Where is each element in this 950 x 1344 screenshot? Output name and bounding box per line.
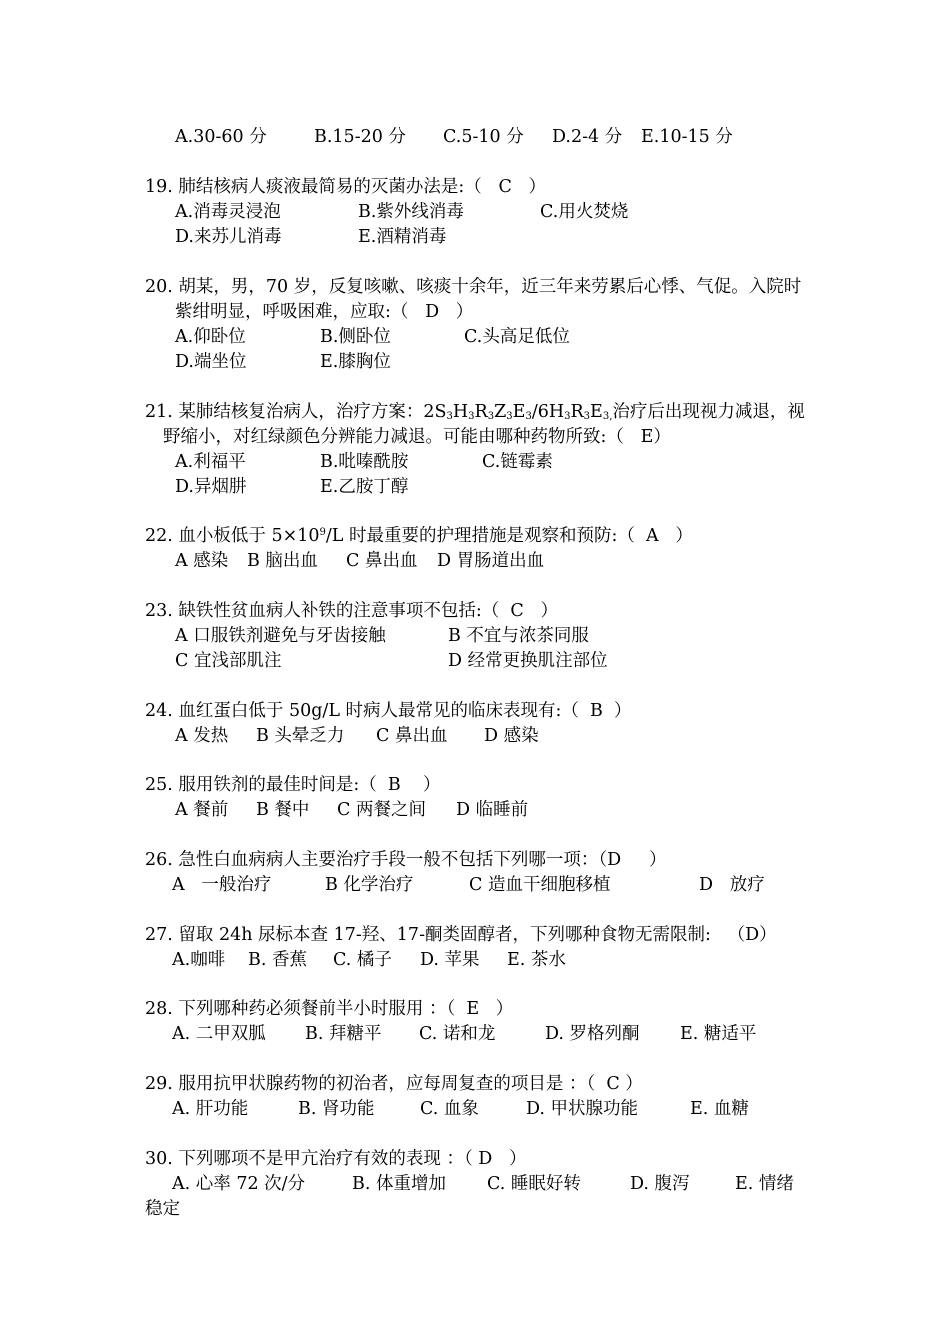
q21-option-e: E.乙胺丁醇 (320, 477, 409, 497)
q22-option-d: D 胃肠道出血 (437, 551, 545, 571)
q20-option-e: E.膝胸位 (320, 352, 391, 372)
q28-option-a: A. 二甲双胍 (172, 1024, 266, 1044)
q25-option-a: A 餐前 (175, 800, 229, 820)
q29-question: 29. 服用抗甲状腺药物的初治者，应每周复查的项目是 ：（ C ） (145, 1074, 643, 1094)
q19-option-d: D.来苏儿消毒 (175, 227, 282, 247)
q27-question: 27. 留取 24h 尿标本查 17-羟、17-酮类固醇者，下列哪种食物无需限制: （D） (145, 925, 777, 945)
q26-option-b: B 化学治疗 (325, 875, 414, 895)
q24-question: 24. 血红蛋白低于 50g/L 时病人最常见的临床表现有:（ B ） (145, 701, 632, 721)
q30-option-c: C. 睡眠好转 (487, 1174, 581, 1194)
q22-option-a: A 感染 (175, 551, 229, 571)
q29-option-a: A. 肝功能 (172, 1099, 249, 1119)
q19-option-a: A.消毒灵浸泡 (175, 202, 281, 222)
q23-option-a: A 口服铁剂避免与牙齿接触 (175, 626, 386, 646)
q20-question-line2: 紫绀明显，呼吸困难，应取:（ D ） (175, 302, 474, 322)
q18-option-a: A.30-60 分 (175, 127, 267, 147)
q23-option-c: C 宜浅部肌注 (175, 651, 282, 671)
q19-option-c: C.用火焚烧 (540, 202, 629, 222)
q24-option-b: B 头晕乏力 (256, 726, 345, 746)
q30-option-d: D. 腹泻 (630, 1174, 690, 1194)
q30-option-a: A. 心率 72 次/分 (172, 1174, 306, 1194)
q22-option-c: C 鼻出血 (346, 551, 418, 571)
q27-option-c: C. 橘子 (333, 950, 392, 970)
q27-option-b: B. 香蕉 (248, 950, 307, 970)
q21-question-start: 21. 某肺结核复治病人，治疗方案： (145, 402, 424, 422)
q24-option-d: D 感染 (484, 726, 539, 746)
q20-option-c: C.头高足低位 (464, 327, 570, 347)
q24-option-c: C 鼻出血 (376, 726, 448, 746)
q30-option-e-wrap: 稳定 (145, 1199, 180, 1219)
q29-option-b: B. 肾功能 (298, 1099, 375, 1119)
q25-question: 25. 服用铁剂的最佳时间是:（ B ） (145, 775, 441, 795)
q18-option-b: B.15-20 分 (314, 127, 406, 147)
q20-option-b: B.侧卧位 (320, 327, 391, 347)
q29-option-c: C. 血象 (420, 1099, 479, 1119)
q30-question: 30. 下列哪项不是甲亢治疗有效的表现 ：（ D ） (145, 1149, 527, 1169)
q28-option-d: D. 罗格列酮 (545, 1024, 640, 1044)
q22-option-b: B 脑出血 (247, 551, 318, 571)
q18-option-c: C.5-10 分 (443, 127, 524, 147)
q24-option-a: A 发热 (175, 726, 229, 746)
q19-option-b: B.紫外线消毒 (358, 202, 464, 222)
q27-option-d: D. 苹果 (420, 950, 480, 970)
q21-option-c: C.链霉素 (482, 452, 553, 472)
q26-question: 26. 急性白血病病人主要治疗手段一般不包括下列哪一项：（D ） (145, 850, 667, 870)
q21-option-a: A.利福平 (175, 452, 246, 472)
q23-question: 23. 缺铁性贫血病人补铁的注意事项不包括:（ C ） (145, 601, 558, 621)
q28-option-c: C. 诺和龙 (419, 1024, 496, 1044)
q30-option-e: E. 情绪 (735, 1174, 794, 1194)
q20-option-a: A.仰卧位 (175, 327, 246, 347)
q26-option-d: D 放疗 (699, 875, 765, 895)
q21-regimen: $2S_3H_3R_3Z_3E_3/6H_3R_3E_{3,}$ (423, 402, 613, 422)
q21-option-b: B.吡嗪酰胺 (320, 452, 409, 472)
q27-option-e: E. 茶水 (507, 950, 566, 970)
q28-option-e: E. 糖适平 (680, 1024, 757, 1044)
q26-option-c: C 造血干细胞移植 (469, 875, 611, 895)
q21-option-d: D.异烟肼 (175, 477, 247, 497)
q30-option-b: B. 体重增加 (352, 1174, 446, 1194)
q22-question: 22. 血小板低于 $5\times 10^9/L$ 时最重要的护理措施是观察和预防:（ A ） (145, 526, 693, 546)
q26-option-a: A 一般治疗 (172, 875, 272, 895)
q21-question-end: 治疗后出现视力减退，视 (612, 402, 805, 422)
q18-option-e: E.10-15 分 (641, 127, 733, 147)
q20-option-d: D.端坐位 (175, 352, 247, 372)
q29-option-e: E. 血糖 (690, 1099, 749, 1119)
q18-option-d: D.2-4 分 (552, 127, 623, 147)
q27-option-a: A.咖啡 (172, 950, 226, 970)
q19-question: 19. 肺结核病人痰液最简易的灭菌办法是:（ C ） (145, 177, 547, 197)
q29-option-d: D. 甲状腺功能 (526, 1099, 639, 1119)
q28-option-b: B. 拜糖平 (305, 1024, 382, 1044)
q19-option-e: E.酒精消毒 (358, 227, 447, 247)
q23-option-d: D 经常更换肌注部位 (448, 651, 608, 671)
q20-question-line1: 20. 胡某，男，70 岁，反复咳嗽、咳痰十余年，近三年来劳累后心悸、气促。入院时 (145, 277, 802, 297)
q25-option-d: D 临睡前 (456, 800, 529, 820)
q28-question: 28. 下列哪种药必须餐前半小时服用 ：（ E ） (145, 999, 514, 1019)
q23-option-b: B 不宜与浓茶同服 (448, 626, 589, 646)
q25-option-b: B 餐中 (256, 800, 310, 820)
q21-question-line2: 野缩小，对红绿颜色分辨能力减退。可能由哪种药物所致:（ E） (163, 427, 671, 447)
q21-question-line1 (145, 401, 805, 423)
q25-option-c: C 两餐之间 (337, 800, 426, 820)
